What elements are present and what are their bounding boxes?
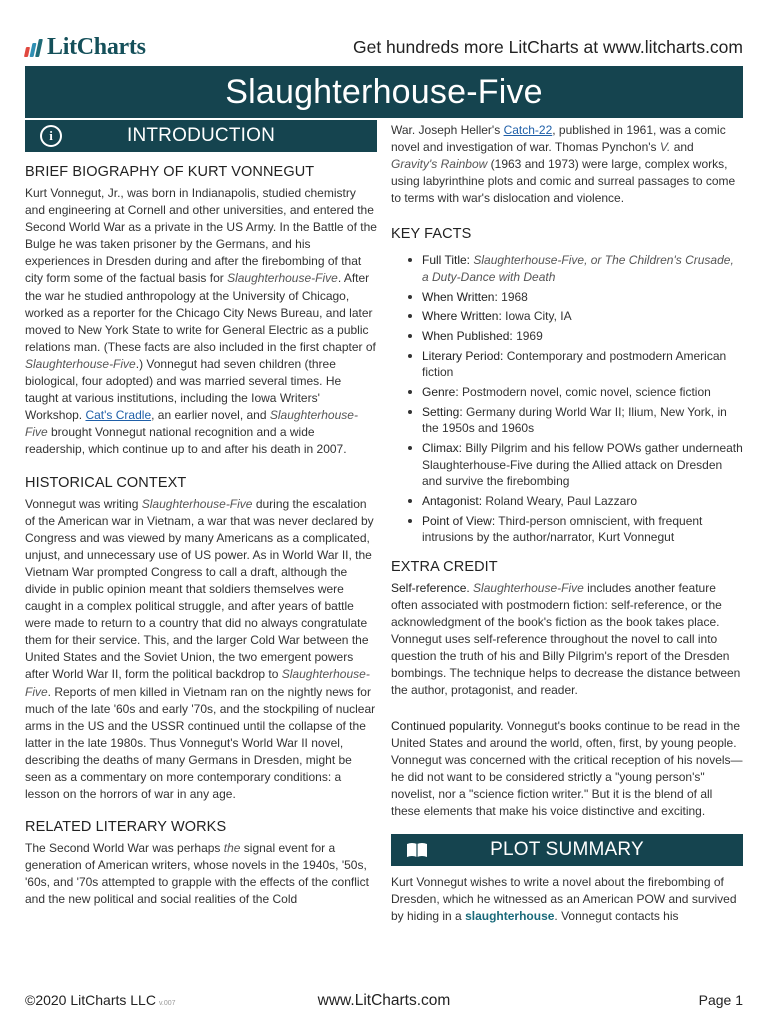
key-fact-item: When Published: 1969 — [422, 328, 743, 344]
key-fact-item: Literary Period: Contemporary and postmodern American fiction — [422, 348, 743, 380]
historical-paragraph: Vonnegut was writing Slaughterhouse-Five during the escalation of the American war in Vietnam, a war that was never declared by Congress and was viewed by many Americans as a complicated, unjust, and unnecessary use of US power. As in World War II, the Vietnam War prompted Congress to call a draft, although the divide in public opinion meant that soldiers themselves were caught in a complex political struggle, and after years of battle were made to return to a country that did no always congratulate them for their service. This, and the larger Cold War between the United States and the Soviet Union, the two emergent powers after World War II, form the political backdrop to Slaughterhouse-Five. Reports of men killed in Vietnam ran on the nightly news for much of the late '60s and early '70s, and the stockpiling of nuclear arms in the US and the USSR continued until the collapse of the latter in the late 1980s. Thus Vonnegut's World War II novel, describing the deaths of many Germans in Dresden, might be seen as a commentary on more contemporary conditions: a lesson on the horrors of war in any age. — [25, 496, 376, 802]
litcharts-logo[interactable] — [25, 34, 146, 61]
slaughterhouse-term-link[interactable]: slaughterhouse — [465, 909, 555, 924]
page-number: Page 1 — [698, 992, 743, 1008]
related-heading: RELATED LITERARY WORKS — [25, 819, 227, 836]
footer-version: v.007 — [158, 1000, 176, 1007]
related-paragraph-continued: War. Joseph Heller's Catch-22, published in 1961, was a comic novel and investigation of war. Thomas Pynchon's V. and Gravity's Rainbow (1963 and 1973) were large, complex works, using labyrinthine plots and comic and surreal passages to come to terms with war's dislocation and violence. — [391, 123, 736, 206]
key-fact-item: Genre: Postmodern novel, comic novel, science fiction — [422, 384, 743, 400]
key-fact-item: Setting: Germany during World War II; Ilium, New York, in the 1950s and 1960s — [422, 404, 743, 436]
logo-text: LitCharts — [47, 34, 146, 60]
cats-cradle-link[interactable]: Cat's Cradle — [85, 408, 152, 423]
continued-popularity-paragraph: Continued popularity. Vonnegut's books continue to be read in the United States and around the world, often, first, by young people. Vonnegut was concerned with the critical reception of his novels—he did not want to be considered strictly a "young person's" novelist, nor a "science fiction writer." But it is the blend of all these elements that make his voice distinctive and exciting. — [391, 718, 743, 819]
page-header — [25, 34, 743, 64]
page-title: Slaughterhouse-Five — [225, 73, 543, 111]
info-icon: i — [40, 126, 62, 146]
self-reference-paragraph: Self-reference. Slaughterhouse-Five includes another feature often associated with postmodern fiction: self-reference, or the acknowledgment of the book's fiction as the book takes place. Vonnegut uses self-reference throughout the novel to call into question the truth of his and Billy Pilgrim's report of the Dresden bombings. The technique helps to decrease the distance between the author, protagonist, and reader. — [391, 580, 741, 698]
book-icon — [406, 840, 428, 860]
key-fact-item: Point of View: Third-person omniscient, with frequent intrusions by the author/narrator, Kurt Vonnegut — [422, 513, 743, 545]
footer-site-link[interactable]: www.LitCharts.com — [317, 992, 451, 1009]
title-bar — [25, 66, 743, 118]
bio-paragraph: Kurt Vonnegut, Jr., was born in Indianapolis, studied chemistry and engineering at Cornell and other universities, and entered the Second World War as a private in the US Army. In the Battle of the Bulge he was taken prisoner by the Germans, and his experiences in Dresden during and after the firebombing of that city form some of the factual basis for Slaughterhouse-Five. After the war he studied anthropology at the University of Chicago, worked as a reporter for the Chicago City News Bureau, and later moved to New York State to write for General Electric as a public relations man. (These facts are also included in the first chapter of Slaughterhouse-Five.) Vonnegut had seven children (three biological, four adopted) and was married several times. He taught at various institutions, including the Iowa Writers' Workshop. Cat's Cradle, an earlier novel, and Slaughterhouse-Five brought Vonnegut national recognition and a wide readership, which continue up to and after his death in 2007. — [25, 186, 377, 457]
plot-summary-bar — [391, 834, 743, 866]
key-fact-item: Climax: Billy Pilgrim and his fellow POWs gather underneath Slaughterhouse-Five during the Allied attack on Dresden and survive the firebombing — [422, 441, 743, 488]
bio-heading: BRIEF BIOGRAPHY OF KURT VONNEGUT — [25, 164, 315, 180]
header-tagline[interactable]: Get hundreds more LitCharts at www.litcharts.com — [352, 37, 743, 57]
plot-summary-title: PLOT SUMMARY — [490, 839, 644, 861]
plot-summary-paragraph: Kurt Vonnegut wishes to write a novel about the firebombing of Dresden, which he witnessed as an American POW and survived by hiding in a slaughterhouse. Vonnegut contacts his — [391, 875, 737, 924]
extra-credit-heading: EXTRA CREDIT — [391, 558, 498, 575]
logo-bars-icon — [25, 39, 41, 57]
right-column — [391, 120, 743, 925]
left-column — [25, 120, 377, 909]
key-fact-item: Full Title: Slaughterhouse-Five, or The Children's Crusade, a Duty-Dance with Death — [422, 252, 743, 284]
key-facts-heading: KEY FACTS — [391, 226, 472, 243]
historical-heading: HISTORICAL CONTEXT — [25, 474, 187, 491]
key-fact-item: Where Written: Iowa City, IA — [422, 308, 743, 324]
introduction-title: INTRODUCTION — [126, 125, 276, 146]
catch-22-link[interactable]: Catch-22 — [503, 123, 553, 137]
introduction-bar — [25, 120, 377, 152]
key-facts-list — [391, 252, 743, 544]
page-footer — [25, 992, 743, 1012]
footer-copyright: ©2020 LitCharts LLC v.007 — [25, 992, 176, 1008]
key-fact-item: When Written: 1968 — [422, 289, 743, 305]
related-paragraph: The Second World War was perhaps the signal event for a generation of American writers, whose novels in the 1940s, '50s, '60s, and '70s attempted to grapple with the effects of the conflict and the new political and social realities of the Cold — [25, 841, 369, 907]
key-fact-item: Antagonist: Roland Weary, Paul Lazzaro — [422, 493, 743, 509]
